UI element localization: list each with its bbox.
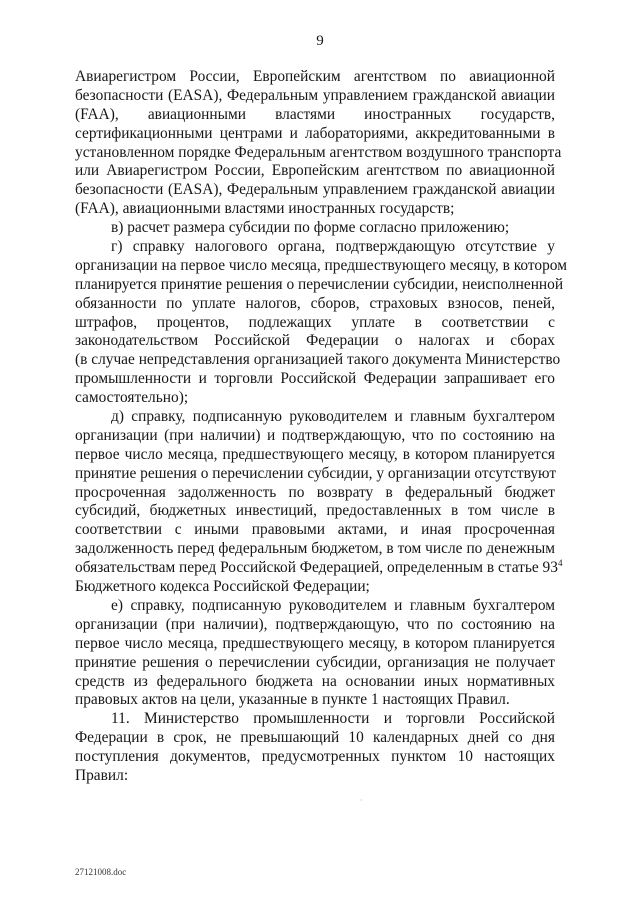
text-line: поступления документов, предусмотренных пунктом 10 настоящих: [75, 748, 555, 766]
text-line: правовых актов на цели, указанные в пункте 1 настоящих Правил.: [75, 691, 510, 709]
text-line: 11. Министерство промышленности и торговли Российской: [111, 710, 555, 728]
body-text: [75, 68, 567, 786]
page-number: 9: [316, 33, 324, 49]
superscript-number: 4: [557, 558, 563, 569]
text-line: е) справку, подписанную руководителем и главным бухгалтером: [111, 596, 555, 614]
text-line: средств из федерального бюджета на основании иных нормативных: [75, 672, 555, 690]
text-line: задолженность перед федеральным бюджетом, в том числе по денежным: [75, 540, 555, 558]
text-line: первое число месяца, предшествующего месяцу, в котором планируется: [75, 445, 555, 463]
text-line: Бюджетного кодекса Российской Федерации;: [75, 578, 370, 596]
text-line: штрафов, процентов, подлежащих уплате в соответствии с: [75, 313, 555, 331]
text-line: организации (при наличии), подтверждающую, что по состоянию на: [75, 615, 555, 633]
text-line: (FAA), авиационными властями иностранных государств,: [75, 105, 555, 123]
text-line: безопасности (EASA), Федеральным управлением гражданской авиации: [75, 86, 555, 104]
scan-mark: ·: [360, 796, 363, 805]
text-line: Федерации в срок, не превышающий 10 календарных дней со дня: [75, 729, 555, 747]
text-line: принятие решения о перечислении субсидии, организация не получает: [75, 653, 555, 671]
text-line: законодательством Российской Федерации о налогах и сборах: [75, 332, 555, 350]
text-line: самостоятельно);: [75, 389, 189, 407]
text-line: г) справку налогового органа, подтверждающую отсутствие у: [111, 238, 555, 256]
text-line: организации (при наличии) и подтверждающую, что по состоянию на: [75, 426, 555, 444]
text-line: организации на первое число месяца, предшествующего месяцу, в котором: [75, 256, 567, 274]
text-line: или Авиарегистром России, Европейским агентством по авиационной: [75, 162, 555, 180]
text-line: просроченная задолженность по возврату в федеральный бюджет: [75, 483, 555, 501]
text-line: в) расчет размера субсидии по форме согласно приложению;: [111, 219, 510, 237]
text-line: Правил:: [75, 766, 129, 784]
text-line: безопасности (EASA), Федеральным управлением гражданской авиации: [75, 181, 555, 199]
text-line: Авиарегистром России, Европейским агентством по авиационной: [75, 68, 555, 85]
text-line: (FAA), авиационными властями иностранных государств;: [75, 200, 455, 218]
text-line: д) справку, подписанную руководителем и главным бухгалтером: [111, 408, 555, 426]
text-line: субсидий, бюджетных инвестиций, предоставленных в том числе в: [75, 502, 555, 520]
text-line: установленном порядке Федеральным агентством воздушного транспорта: [75, 143, 562, 161]
text-line: первое число месяца, предшествующего месяцу, в котором планируется: [75, 634, 555, 652]
text-line: сертификационными центрами и лабораториями, аккредитованными в: [75, 124, 555, 142]
text-line: планируется принятие решения о перечислении субсидии, неисполненной: [75, 275, 564, 293]
text-line: (в случае непредставления организацией такого документа Министерство: [75, 351, 561, 369]
file-id: 27121008.doc: [75, 867, 127, 877]
text-line: обязанности по уплате налогов, сборов, страховых взносов, пеней,: [75, 294, 555, 312]
text-line-with-footnote: [75, 558, 563, 578]
text-line: принятие решения о перечислении субсидии, у организации отсутствуют: [75, 464, 557, 482]
text-line-content: обязательствам перед Российской Федерацией, определенным в статье 93: [75, 559, 558, 577]
text-line: соответствии с иными правовыми актами, и иная просроченная: [75, 521, 555, 539]
text-line: промышленности и торговли Российской Федерации запрашивает его: [75, 370, 555, 388]
